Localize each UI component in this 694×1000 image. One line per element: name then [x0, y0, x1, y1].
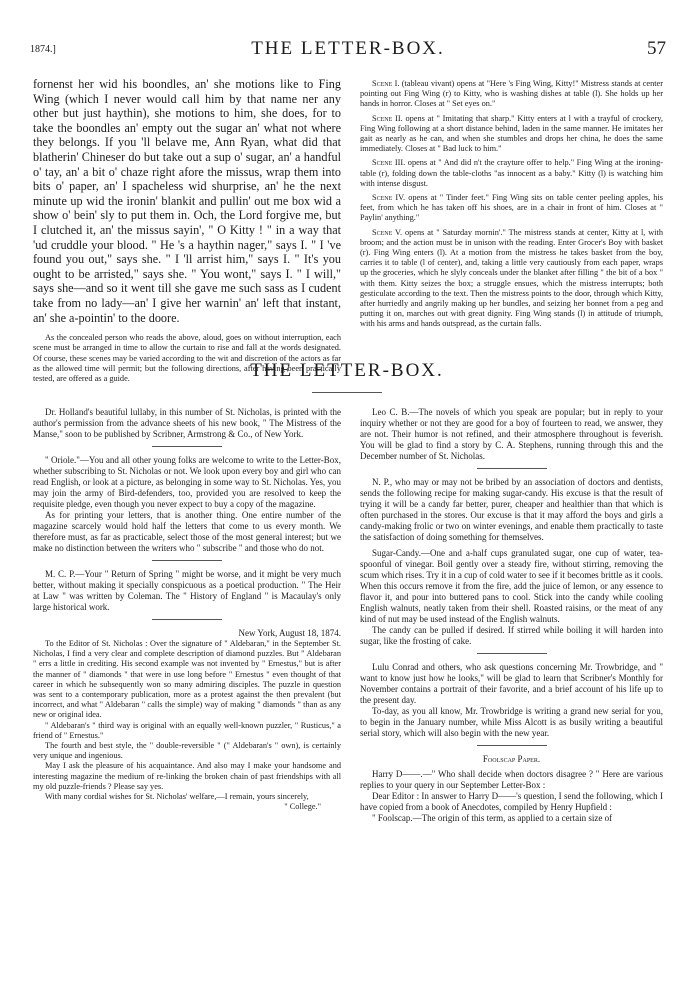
- divider: [152, 619, 222, 620]
- college-letter-2: " Aldebaran's " third way is original with an equally well-known puzzler, " Rusticus," a friend of " Ernestus.": [33, 720, 341, 740]
- divider: [152, 560, 222, 561]
- scene-3: Scene III. opens at " And did n't the crayture offer to help." Fing Wing at the ironing-table (r), folding down the table-cloths "as innocent as a baby." Kitty (l) is watching him with intense disgust.: [360, 158, 663, 188]
- dear-editor-reply: Dear Editor : In answer to Harry D——'s question, I send the following, which I have copied from a book of Anecdotes, compiled by Henry Hupfield :: [360, 791, 663, 812]
- sugar-candy-note: The candy can be pulled if desired. If stirred while boiling it will harden into sugar, like the frosting of cake.: [360, 625, 663, 646]
- foolscap-heading: Foolscap Paper.: [482, 754, 541, 764]
- header-year: 1874.]: [30, 44, 56, 55]
- np-reply: N. P., who may or may not be bribed by an association of doctors and dentists, sends the following recipe for making sugar-candy. His excuse is that the result of trying it will be a candy far better, purer, cheaper and healthier than that which is often purchased in the stores. Our excuse is that it may afford the boys and girls a candy-making frolic or two on winter evenings, and enable them practically to taste the satisfaction of doing something for themselves.: [360, 477, 663, 542]
- divider: [477, 745, 547, 746]
- scene-1: Scene I. (tableau vivant) opens at "Here 's Fing Wing, Kitty!" Mistress stands at center pointing out Fing Wing (r) to Kitty, who is washing dishes at table (l). She holds up her hands in horror. Closes at " Set eyes on.": [360, 79, 663, 109]
- divider: [477, 653, 547, 654]
- holland-note: Dr. Holland's beautiful lullaby, in this number of St. Nicholas, is printed with the author's permission from the advance sheets of his new book, " The Mistress of the Manse," soon to be published by Scribner, Armstrong & Co., of New York.: [33, 407, 341, 439]
- scene-2: Scene II. opens at " Imitating that sharp." Kitty enters at l with a trayful of crockery, Fing Wing following at a short distance behind, laden in the same manner. He imitates her gait as nearly as he can, and when she stumbles and drops her china, he does the same immediately. Closes at " Bad luck to him.": [360, 113, 663, 154]
- section-title: THE LETTER-BOX.: [250, 360, 444, 381]
- scene-4: Scene IV. opens at " Tinder feet." Fing Wing sits on table center peeling apples, his feet, from which he has taken off his shoes, are in a chair in front of him. Closes at " Paylin' anything.": [360, 193, 663, 223]
- lulu-reply: Lulu Conrad and others, who ask questions concerning Mr. Trowbridge, and " want to know just how he looks," will be glad to learn that Scribner's Monthly for November contains a portrait of their favorite, and a brief account of his life up to the present day.: [360, 662, 663, 705]
- title-rule: [312, 392, 382, 393]
- header-title: THE LETTER-BOX.: [251, 38, 445, 59]
- scene-5: Scene V. opens at " Saturday mornin'." The mistress stands at center, Kitty at l, with broom; and the action must be in unison with the reading. Enter Grocer's Boy with basket (r). Fing Wing enters (l). At a motion from the mistress he takes basket from the boy, carries it to table (l of center), and, taking a little very cautiously from each paper, wraps up the groceries, which he slyly conceals under the blanket after filling " the bit of a box " with them. Kitty seizes the box; a struggle ensues, which the mistress interrupts; both gesticulate according to the text. Then the mistress points to the door, through which Kitty, after hurriedly and angrily making up her bundles, and seizing her bonnet from a peg and putting it on, marches out with great dignity. Fing Wing stands (l) in attitude of triumph, with his arms and hands outspread, as the curtain falls.: [360, 227, 664, 329]
- top-right-column: [360, 79, 663, 330]
- header-page-number: 57: [647, 38, 666, 59]
- letter-dateline: New York, August 18, 1874.: [238, 628, 341, 638]
- story-text: fornenst her wid his boondles, an' she motions like to Fing Wing (which I never would call him by that name ner any other but just haythin), she motions to him, she does, for to take the boondles an' empty out the sugar an' what not where they belongs. If you 'll belave me, Ann Ryan, what did that blatherin' Chineser do but take out a sup o' sugar, an' a handful o' tay, an' a bit o' chaze right afore the missus, wrap them into bits o' paper, an' I spacheless wid shurprise, an' he the next minute up wid the ironin' blankit and pullin' out me box wid a show o' bein' sly to put them in. Och, the Lord forgive me, but I clutched it, an' the missus sayin', " O Kitty ! " in a way that 'ud cruddle your blood. " He 's a haythin nager," says I. " I 've found you out," says she. " I 'll arrist him," says I. " It's you ought to be arristed," says she. " You wont," says I. " I will," says she—and so it went till she gave me such sass as I cudent take from no lady—an' I give her warnin' an' left that instant, an' she a-pointin' to the doore.: [33, 77, 341, 325]
- college-letter-4: May I ask the pleasure of his acquaintance. And also may I make your handsome and interesting magazine the medium of re-linking the broken chain of past friendships with all my old puzzle-friends ? Please say yes.: [33, 761, 341, 791]
- staging-note: As the concealed person who reads the above, aloud, goes on without interruption, each scene must be arranged in time to allow the curtain to rise and fall at the words designated. Of course, these scenes may be varied according to the wit and discretion of the actors as far as the allowed time will permit; but the following directions, after having been practically tested, are offered as a guide.: [33, 333, 341, 383]
- mcp-reply: M. C. P.—Your " Return of Spring " might be worse, and it might be very much better, without making it specially conspicuous as a poetical production. " The Heir at Law " was written by Coleman. The " History of England " is Macaulay's only large historical work.: [33, 569, 341, 612]
- foolscap-origin: " Foolscap.—The origin of this term, as applied to a certain size of: [372, 813, 613, 823]
- college-letter-5: With many cordial wishes for St. Nicholas' welfare,—I remain, yours sincerely,: [45, 792, 309, 802]
- page-header: [30, 38, 666, 64]
- sugar-candy-recipe: Sugar-Candy.—One and a-half cups granulated sugar, one cup of water, tea-spoonful of vinegar. Boil gently over a steady fire, without stirring, removing the scum which rises. Try it in a cup of cold water to see if it becomes brittle as it cools. When this occurs remove it from the fire, add the juice of lemon, or any essence to flavor it, and pour into buttered pans to cool. Stick into the candy while cooling English walnuts, neatly taken from their shell. Roasted raisins, or the meat of any kind of nut may be used instead of the English walnuts.: [360, 548, 663, 624]
- oriole-reply: " Oriole."—You and all other young folks are welcome to write to the Letter-Box, whether subscribing to St. Nicholas or not. We look upon every boy and girl who can read English, or look at a picture, as belonging in some way to St. Nicholas. Yes, you may join the army of Bird-defenders, too, provided you are resolved to keep the requisite pledge, even though you never expect to buy a copy of the magazine.: [33, 455, 341, 509]
- college-letter-1: To the Editor of St. Nicholas : Over the signature of " Aldebaran," in the September St. Nicholas, I find a very clear and complete description of diamond puzzles. But " Aldebaran " errs a little in crediting. His second example was not invented by " Ernestus," but is after the manner of " diamonds " that were in use long before " Ernestus " even thought of that career in which he subsequently won so many admiring disciples. The puzzle in question was sent to a contemporary publication, more as a protest against the then prevalent (but incorrect, and what " Aldebaran " calls the simple) way of making " diamonds " than as any new or original idea.: [33, 639, 341, 720]
- college-signoff: " College.": [284, 802, 321, 812]
- harry-query: Harry D——.—" Who shall decide when doctors disagree ? " Here are various replies to your query in our September Letter-Box :: [360, 769, 663, 790]
- oriole-reply-cont: As for printing your letters, that is another thing. One entire number of the magazine scarcely would hold half the letters that come to us every month. We therefore must, as far as practicable, select those of the most general interest; but we make no distinction between the writers who " subscribe " and those who do not.: [33, 510, 341, 553]
- divider: [152, 446, 222, 447]
- letter-box-left-column: [33, 407, 341, 812]
- divider: [477, 468, 547, 469]
- top-left-column: [33, 77, 341, 384]
- college-letter-3: The fourth and best style, the " double-reversible " (" Aldebaran's " own), is certainly very unique and ingenious.: [33, 741, 341, 761]
- leo-reply: Leo C. B.—The novels of which you speak are popular; but in reply to your inquiry whether or not they are good for a boy of fourteen to read, we answer, they are not. Their humor is not refined, and their atmosphere throughout is feverish. You will be glad to find a story by C. A. Stephens, running through this and the December number of St. Nicholas.: [360, 407, 663, 461]
- letter-box-right-column: [360, 407, 663, 824]
- lulu-reply-cont: To-day, as you all know, Mr. Trowbridge is writing a grand new serial for you, to begin in the January number, while Miss Alcott is as busily writing a beautiful serial story, which will also begin with the new year.: [360, 706, 663, 738]
